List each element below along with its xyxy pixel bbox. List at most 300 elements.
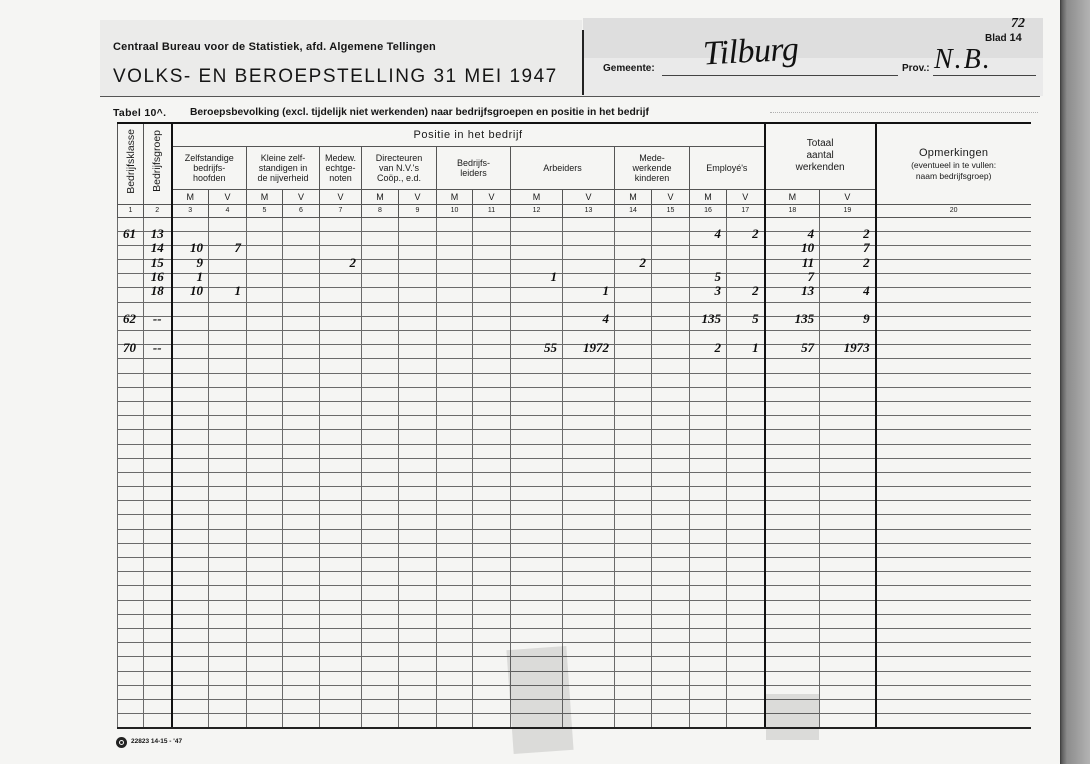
table-cell (765, 359, 820, 373)
table-cell (144, 515, 172, 529)
col-header-bedrijfsgroep-label: Bedrijfsgroep (151, 130, 164, 193)
table-cell (563, 283, 615, 302)
table-cell (690, 226, 727, 245)
table-cell (876, 444, 1031, 458)
table-cell (399, 288, 437, 302)
table-cell (820, 714, 876, 728)
table-cell (172, 572, 209, 586)
table-cell (118, 311, 144, 330)
table-cell (727, 515, 765, 529)
table-cell (362, 316, 399, 330)
table-cell (652, 671, 690, 685)
table-cell (820, 685, 876, 699)
table-cell (209, 373, 247, 387)
table-cell (652, 643, 690, 657)
table-cell (144, 501, 172, 515)
handwritten-entry: 4 (863, 283, 870, 299)
column-number: 2 (144, 204, 172, 217)
table-cell (283, 302, 320, 316)
table-cell (399, 231, 437, 245)
table-cell (437, 572, 473, 586)
table-cell (615, 699, 652, 713)
handwritten-entry: 7 (234, 240, 241, 256)
table-cell (511, 387, 563, 401)
handwritten-entry: 14 (150, 240, 164, 256)
table-cell (473, 543, 511, 557)
tape-mark (506, 646, 573, 754)
table-row (118, 600, 1031, 614)
table-cell (209, 416, 247, 430)
table-cell (820, 444, 876, 458)
table-cell (876, 302, 1031, 316)
table-cell (820, 628, 876, 642)
handwritten-entry: 3 (714, 283, 721, 299)
table-cell (473, 316, 511, 330)
column-number: 16 (690, 204, 727, 217)
table-cell (283, 274, 320, 288)
table-cell (320, 487, 362, 501)
table-cell (209, 543, 247, 557)
table-cell (399, 345, 437, 359)
table-row (118, 515, 1031, 529)
table-cell (473, 302, 511, 316)
table-cell (437, 529, 473, 543)
table-cell (283, 529, 320, 543)
table-cell (652, 628, 690, 642)
table-cell (473, 345, 511, 359)
table-cell (247, 359, 283, 373)
table-cell (820, 373, 876, 387)
table-cell (820, 359, 876, 373)
table-cell (172, 543, 209, 557)
table-cell (876, 487, 1031, 501)
table-cell (118, 245, 144, 259)
table-cell (247, 628, 283, 642)
table-cell (399, 643, 437, 657)
table-cell (399, 501, 437, 515)
table-cell (144, 657, 172, 671)
sheet-number-value: 14 (1009, 32, 1022, 44)
table-cell (876, 628, 1031, 642)
table-cell (820, 699, 876, 713)
table-cell (652, 685, 690, 699)
table-cell (118, 472, 144, 486)
table-row (118, 245, 1031, 259)
table-cell (437, 387, 473, 401)
table-cell (690, 401, 727, 415)
table-cell (511, 458, 563, 472)
table-cell (118, 487, 144, 501)
table-cell (511, 501, 563, 515)
table-cell (172, 345, 209, 359)
table-cell (320, 401, 362, 415)
table-cell (247, 387, 283, 401)
table-cell (399, 487, 437, 501)
table-cell (876, 359, 1031, 373)
table-cell (876, 529, 1031, 543)
table-cell (144, 614, 172, 628)
form-code: 22823 14-15 - '47 (131, 738, 183, 745)
table-cell (247, 345, 283, 359)
table-cell (652, 359, 690, 373)
table-cell (209, 401, 247, 415)
table-cell (820, 472, 876, 486)
table-cell (320, 558, 362, 572)
table-cell (690, 543, 727, 557)
table-cell (437, 600, 473, 614)
table-cell (320, 274, 362, 288)
column-number: 7 (320, 204, 362, 217)
table-cell (399, 699, 437, 713)
table-cell (320, 714, 362, 728)
table-cell (172, 628, 209, 642)
province-value: N.B. (934, 44, 992, 75)
table-cell (399, 472, 437, 486)
table-cell (727, 226, 765, 245)
table-cell (283, 260, 320, 274)
table-cell (118, 458, 144, 472)
column-number: 13 (563, 204, 615, 217)
table-cell (615, 614, 652, 628)
sex-label: M (172, 189, 209, 204)
table-cell (727, 260, 765, 274)
table-cell (690, 529, 727, 543)
handwritten-entry: 13 (801, 283, 815, 299)
table-cell (652, 543, 690, 557)
table-cell (876, 458, 1031, 472)
handwritten-entry: 1 (234, 283, 241, 299)
handwritten-entry: 7 (863, 240, 870, 256)
table-cell (473, 628, 511, 642)
table-row (118, 643, 1031, 657)
table-cell (563, 430, 615, 444)
handwritten-entry: 11 (801, 254, 815, 270)
table-cell (283, 487, 320, 501)
table-cell (320, 444, 362, 458)
table-cell (362, 699, 399, 713)
table-cell (563, 487, 615, 501)
table-cell (876, 316, 1031, 330)
table-cell (362, 614, 399, 628)
table-cell (172, 657, 209, 671)
handwritten-entry: 1972 (583, 339, 609, 355)
table-cell (118, 260, 144, 274)
table-cell (727, 543, 765, 557)
table-cell (283, 572, 320, 586)
table-cell (118, 558, 144, 572)
table-cell (247, 373, 283, 387)
group-header-kleine-zelfstandigen: Kleine zelf- standigen in de nijverheid (247, 146, 320, 189)
table-cell (209, 714, 247, 728)
table-cell (876, 614, 1031, 628)
table-cell (247, 430, 283, 444)
table-cell (247, 529, 283, 543)
sex-label: M (615, 189, 652, 204)
table-cell (876, 685, 1031, 699)
table-cell (473, 572, 511, 586)
table-cell (320, 430, 362, 444)
table-cell (511, 529, 563, 543)
sex-label: V (563, 189, 615, 204)
table-cell (362, 401, 399, 415)
table-cell (144, 472, 172, 486)
sex-label: V (283, 189, 320, 204)
table-cell (690, 283, 727, 302)
table-row (118, 401, 1031, 415)
table-cell (563, 543, 615, 557)
table-cell (247, 600, 283, 614)
table-cell (399, 430, 437, 444)
table-cell (144, 558, 172, 572)
table-cell (765, 401, 820, 415)
table-cell (727, 487, 765, 501)
table-cell (727, 685, 765, 699)
table-row (118, 572, 1031, 586)
table-cell (362, 444, 399, 458)
column-number: 15 (652, 204, 690, 217)
table-cell (399, 387, 437, 401)
table-cell (727, 339, 765, 359)
table-cell (437, 302, 473, 316)
table-row (118, 345, 1031, 359)
table-cell (690, 699, 727, 713)
table-cell (563, 373, 615, 387)
table-cell (727, 600, 765, 614)
table-cell (765, 472, 820, 486)
table-cell (209, 458, 247, 472)
table-cell (652, 657, 690, 671)
table-cell (690, 458, 727, 472)
handwritten-entry: 2 (714, 339, 721, 355)
table-cell (172, 501, 209, 515)
table-cell (876, 245, 1031, 259)
table-cell (209, 614, 247, 628)
table-cell (511, 288, 563, 302)
table-cell (765, 657, 820, 671)
handwritten-entry: 61 (123, 226, 136, 242)
table-cell (209, 529, 247, 543)
table-cell (820, 458, 876, 472)
table-cell (362, 714, 399, 728)
table-cell (820, 487, 876, 501)
table-cell (690, 558, 727, 572)
table-cell (247, 302, 283, 316)
table-cell (652, 260, 690, 274)
table-cell (876, 217, 1031, 231)
table-cell (320, 331, 362, 345)
table-cell (209, 515, 247, 529)
dotted-rule (770, 112, 1038, 113)
table-cell (437, 558, 473, 572)
table-cell (362, 586, 399, 600)
table-cell (144, 671, 172, 685)
handwritten-entry: 9 (196, 254, 203, 270)
table-cell (144, 643, 172, 657)
table-cell (690, 671, 727, 685)
table-cell (563, 600, 615, 614)
table-cell (247, 558, 283, 572)
table-cell (652, 245, 690, 259)
table-cell (209, 501, 247, 515)
table-cell (473, 501, 511, 515)
table-cell (652, 231, 690, 245)
table-cell (820, 529, 876, 543)
handwritten-entry: 9 (863, 311, 870, 327)
table-cell (209, 345, 247, 359)
table-cell (144, 628, 172, 642)
table-cell (652, 288, 690, 302)
table-row (118, 458, 1031, 472)
table-cell (473, 401, 511, 415)
sex-label: M (437, 189, 473, 204)
table-cell (765, 339, 820, 359)
table-cell (399, 444, 437, 458)
table-cell (563, 458, 615, 472)
table-cell (144, 283, 172, 302)
table-cell (615, 274, 652, 288)
sex-label: V (473, 189, 511, 204)
table-cell (652, 444, 690, 458)
table-cell (247, 331, 283, 345)
table-cell (563, 558, 615, 572)
table-row (118, 288, 1031, 302)
table-cell (209, 558, 247, 572)
table-cell (320, 643, 362, 657)
table-cell (399, 316, 437, 330)
table-cell (144, 339, 172, 359)
table-cell (473, 331, 511, 345)
table-cell (511, 600, 563, 614)
table-cell (399, 600, 437, 614)
table-cell (437, 217, 473, 231)
table-cell (362, 487, 399, 501)
sheet-number (985, 32, 1022, 44)
table-cell (118, 416, 144, 430)
table-cell (727, 311, 765, 330)
table-cell (820, 387, 876, 401)
table-cell (437, 430, 473, 444)
table-cell (727, 501, 765, 515)
table-cell (727, 416, 765, 430)
table-cell (437, 288, 473, 302)
table-cell (172, 331, 209, 345)
table-cell (437, 714, 473, 728)
table-cell (399, 558, 437, 572)
sex-label: V (399, 189, 437, 204)
col-header-bedrijfsklasse-label: Bedrijfsklasse (124, 128, 137, 194)
table-cell (362, 543, 399, 557)
table-cell (247, 685, 283, 699)
table-cell (209, 628, 247, 642)
handwritten-entry: 1 (550, 268, 557, 284)
table-cell (727, 283, 765, 302)
table-cell (876, 345, 1031, 359)
table-cell (615, 643, 652, 657)
table-cell (511, 316, 563, 330)
table-cell (615, 217, 652, 231)
table-cell (820, 401, 876, 415)
table-cell (320, 316, 362, 330)
table-cell (437, 416, 473, 430)
position-header: Positie in het bedrijf (172, 123, 765, 146)
table-row (118, 316, 1031, 330)
table-cell (118, 714, 144, 728)
table-cell (876, 699, 1031, 713)
table-cell (118, 600, 144, 614)
table-cell (511, 487, 563, 501)
table-cell (765, 614, 820, 628)
table-cell (209, 444, 247, 458)
table-cell (615, 416, 652, 430)
table-cell (690, 600, 727, 614)
table-cell (563, 529, 615, 543)
table-cell (144, 685, 172, 699)
table-cell (283, 331, 320, 345)
table-cell (362, 288, 399, 302)
table-cell (283, 416, 320, 430)
table-cell (690, 444, 727, 458)
table-cell (172, 515, 209, 529)
table-cell (727, 458, 765, 472)
table-cell (876, 260, 1031, 274)
table-cell (118, 572, 144, 586)
table-cell (473, 614, 511, 628)
table-cell (563, 359, 615, 373)
table-row (118, 543, 1031, 557)
table-cell (399, 685, 437, 699)
table-cell (652, 302, 690, 316)
table-cell (511, 302, 563, 316)
table-cell (820, 543, 876, 557)
table-cell (399, 416, 437, 430)
table-cell (320, 387, 362, 401)
table-cell (652, 416, 690, 430)
table-cell (765, 444, 820, 458)
table-cell (247, 643, 283, 657)
table-cell (437, 316, 473, 330)
table-cell (727, 699, 765, 713)
table-cell (727, 643, 765, 657)
table-cell (362, 657, 399, 671)
table-cell (362, 231, 399, 245)
header-row-position (118, 123, 1031, 146)
table-cell (652, 586, 690, 600)
table-cell (399, 401, 437, 415)
table-cell (615, 487, 652, 501)
table-cell (437, 586, 473, 600)
table-cell (283, 373, 320, 387)
table-cell (362, 572, 399, 586)
table-cell (320, 501, 362, 515)
table-cell (118, 614, 144, 628)
table-cell (209, 685, 247, 699)
table-cell (727, 401, 765, 415)
table-cell (615, 331, 652, 345)
table-cell (727, 572, 765, 586)
table-cell (209, 586, 247, 600)
table-cell (511, 472, 563, 486)
table-row (118, 501, 1031, 515)
province-label: Prov.: (902, 63, 930, 74)
table-cell (563, 339, 615, 359)
table-cell (473, 416, 511, 430)
table-cell (473, 515, 511, 529)
table-cell (247, 231, 283, 245)
table-cell (652, 515, 690, 529)
table-cell (247, 288, 283, 302)
table-cell (283, 472, 320, 486)
table-cell (362, 458, 399, 472)
